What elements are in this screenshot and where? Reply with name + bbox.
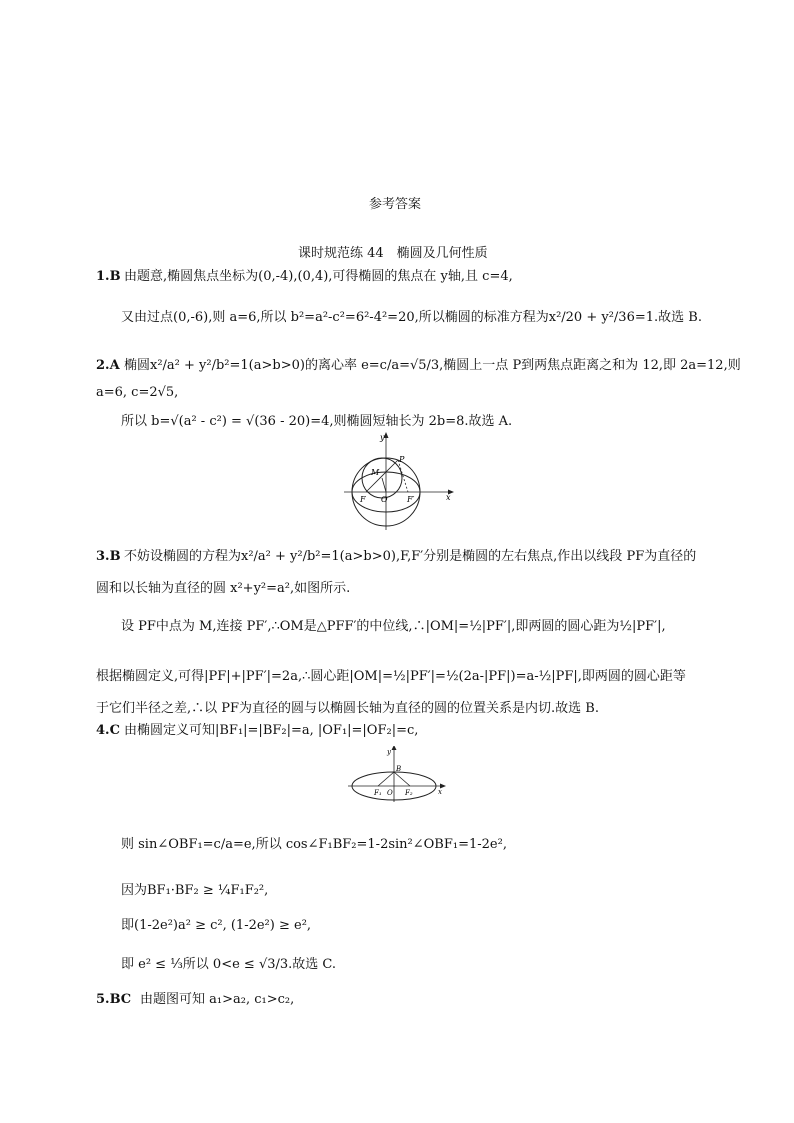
- q3-line3: 设 PF中点为 M,连接 PF′,∴OM是△PFF′的中位线,∴|OM|=½|PF′|,即两圆的圆心距为½|PF′|,: [121, 619, 666, 634]
- q3-line4: 根据椭圆定义,可得|PF|+|PF′|=2a,∴圆心距|OM|=½|PF′|=½(2a-|PF|)=a-½|PF|,即两圆的圆心距等: [96, 669, 686, 684]
- q4-line3: 因为BF₁·BF₂ ≥ ¼F₁F₂²,: [121, 883, 269, 898]
- q2-number: 2.A: [96, 358, 120, 373]
- q4-line1: 由椭圆定义可知|BF₁|=|BF₂|=a, |OF₁|=|OF₂|=c,: [124, 723, 419, 738]
- q2-line2: a=6, c=2√5,: [96, 385, 179, 400]
- q5-number: 5.BC: [96, 992, 132, 1007]
- fig2-label-x: x: [438, 788, 442, 796]
- q2-line3: 所以 b=√(a² - c²) = √(36 - 20)=4,则椭圆短轴长为 2b=8.故选 A.: [121, 414, 513, 429]
- fig1-label-f-prime: F′: [407, 495, 415, 504]
- fig2-label-o: O: [387, 789, 393, 797]
- fig1-label-y: y: [380, 433, 385, 442]
- q4-line2: 则 sin∠OBF₁=c/a=e,所以 cos∠F₁BF₂=1-2sin²∠OBF₁=1-2e²,: [121, 837, 507, 852]
- fig1-label-f: F: [360, 495, 366, 504]
- q3-line2: 圆和以长轴为直径的圆 x²+y²=a²,如图所示.: [96, 581, 351, 596]
- fig2-label-b: B: [396, 765, 402, 773]
- q4-line5: 即 e² ≤ ⅓所以 0<e ≤ √3/3.故选 C.: [121, 957, 337, 972]
- q5-line1: 由题图可知 a₁>a₂, c₁>c₂,: [140, 992, 295, 1007]
- circles-ellipse-figure: [344, 430, 454, 530]
- q1-line1: 由题意,椭圆焦点坐标为(0,-4),(0,4),可得椭圆的焦点在 y轴,且 c=4,: [124, 269, 513, 284]
- fig1-label-o: O: [381, 495, 388, 504]
- fig1-label-x: x: [446, 493, 451, 502]
- q1-number: 1.B: [96, 269, 121, 284]
- q4-number: 4.C: [96, 723, 120, 738]
- q4-line4: 即(1-2e²)a² ≥ c², (1-2e²) ≥ e²,: [121, 918, 312, 933]
- fig2-label-f2: F₂: [405, 789, 413, 797]
- q3-number: 3.B: [96, 549, 121, 564]
- ellipse-foci-figure: [348, 746, 448, 804]
- fig1-label-p: P: [399, 455, 405, 464]
- fig2-label-f1: F₁: [374, 789, 382, 797]
- q3-line1: 不妨设椭圆的方程为x²/a² + y²/b²=1(a>b>0),F,F′分别是椭圆的左右焦点,作出以线段 PF为直径的: [124, 549, 697, 564]
- fig2-label-y: y: [387, 748, 391, 756]
- q3-line5: 于它们半径之差,∴以 PF为直径的圆与以椭圆长轴为直径的圆的位置关系是内切.故选 B.: [96, 701, 599, 716]
- fig1-label-m: M: [371, 468, 380, 477]
- page-title: 参考答案: [369, 197, 422, 212]
- q2-line1: 椭圆x²/a² + y²/b²=1(a>b>0)的离心率 e=c/a=√5/3,椭圆上一点 P到两焦点距离之和为 12,即 2a=12,则: [124, 358, 741, 373]
- section-title: 课时规范练 44 椭圆及几何性质: [298, 246, 488, 261]
- q1-line2: 又由过点(0,-6),则 a=6,所以 b²=a²-c²=6²-4²=20,所以椭圆的标准方程为x²/20 + y²/36=1.故选 B.: [121, 310, 702, 325]
